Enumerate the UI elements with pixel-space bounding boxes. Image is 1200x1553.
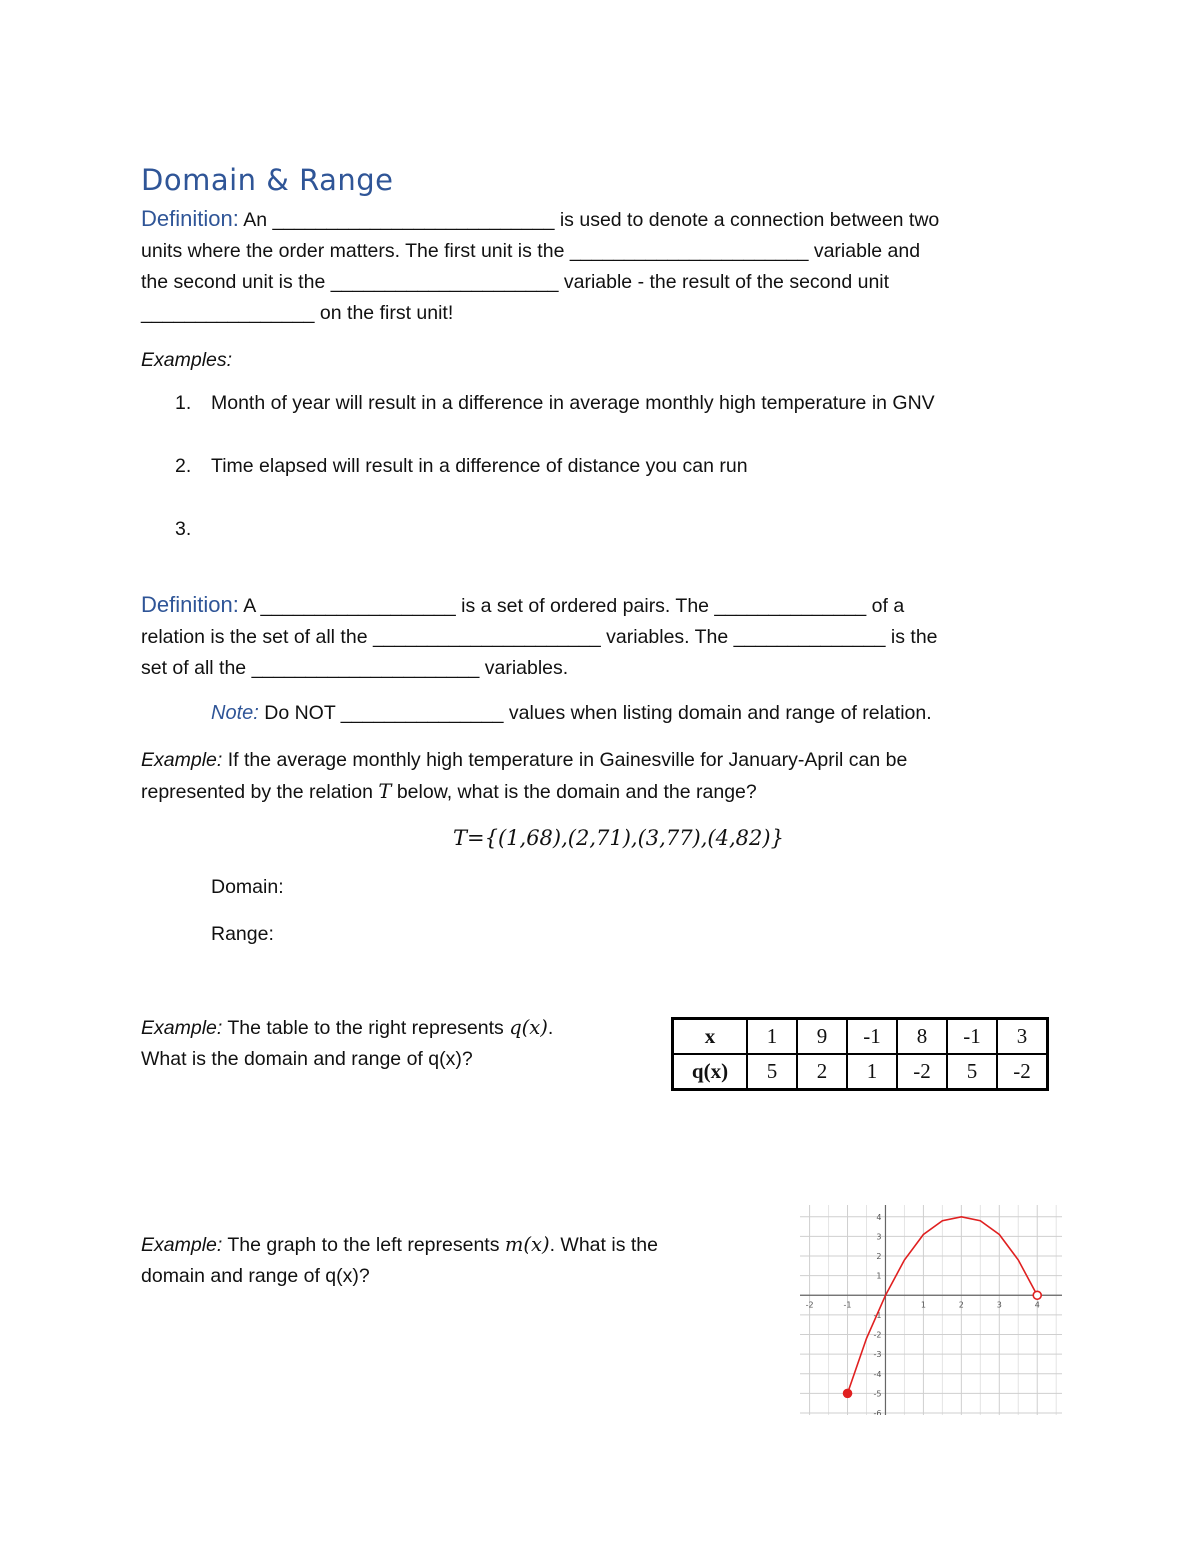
x-tick-label: -1	[843, 1300, 852, 1310]
definition-1	[141, 203, 939, 329]
y-tick-label: 4	[876, 1212, 882, 1222]
function-table	[671, 1017, 1049, 1091]
open-endpoint	[1033, 1291, 1041, 1299]
y-tick-label: 1	[876, 1271, 882, 1281]
definition-1-line-3: the second unit is the _____________________ variable - the result of the second unit	[141, 271, 890, 293]
x-tick-label: -2	[805, 1300, 814, 1310]
list-item: 3.	[175, 518, 192, 540]
definition-2	[141, 589, 938, 684]
table-cell: -2	[997, 1054, 1048, 1090]
page-title: Domain & Range	[141, 163, 394, 197]
y-tick-label: -6	[873, 1409, 882, 1415]
table-cell: -1	[847, 1019, 897, 1055]
table-cell: -1	[947, 1019, 997, 1055]
list-item: 1. Month of year will result in a difference in average monthly high temperature in GNV	[175, 392, 935, 414]
table-cell: 1	[847, 1054, 897, 1090]
function-graph	[800, 1205, 1062, 1415]
y-tick-label: -4	[873, 1369, 882, 1379]
y-tick-label: -2	[873, 1330, 882, 1340]
x-tick-label: 2	[958, 1300, 964, 1310]
table-row	[673, 1019, 1048, 1055]
table-row	[673, 1054, 1048, 1090]
y-tick-label: -3	[873, 1350, 882, 1360]
y-tick-label: 3	[876, 1232, 882, 1242]
table-cell: 5	[747, 1054, 797, 1090]
y-tick-label: -5	[873, 1389, 882, 1399]
examples-heading: Examples:	[141, 349, 233, 371]
note	[211, 698, 932, 729]
definition-2-line-1: A __________________ is a set of ordered pairs. The ______________ of a	[243, 595, 905, 617]
example-table-prompt: Example: The table to the right represents q(x). What is the domain and range of q(x)?	[141, 1016, 554, 1070]
definition-1-line-2: units where the order matters. The first unit is the ______________________ variable and	[141, 240, 921, 262]
table-cell: 1	[747, 1019, 797, 1055]
y-tick-label: -1	[873, 1310, 882, 1320]
example-graph-prompt: Example: The graph to the left represents m(x). What is the domain and range of q(x)?	[141, 1233, 658, 1287]
x-tick-label: 3	[996, 1300, 1002, 1310]
definition-1-line-1: An __________________________ is used to denote a connection between two	[243, 209, 940, 231]
definition-1-line-4: ________________ on the first unit!	[141, 302, 454, 324]
table-cell: q(x)	[673, 1054, 748, 1090]
definition-1-label: Definition:	[141, 206, 239, 231]
note-label: Note:	[211, 702, 259, 724]
table-cell: -2	[897, 1054, 947, 1090]
domain-label: Domain:	[211, 876, 284, 898]
table-cell: x	[673, 1019, 748, 1055]
table-cell: 8	[897, 1019, 947, 1055]
table-cell: 9	[797, 1019, 847, 1055]
definition-2-line-2: relation is the set of all the _____________________ variables. The ______________ is the	[141, 626, 938, 648]
y-tick-label: 2	[876, 1252, 882, 1262]
relation-equation: T={(1,68),(2,71),(3,77),(4,82)}	[453, 826, 784, 850]
definition-2-line-3: set of all the _____________________ variables.	[141, 657, 569, 679]
table-cell: 5	[947, 1054, 997, 1090]
range-label: Range:	[211, 923, 274, 945]
list-item: 2. Time elapsed will result in a difference of distance you can run	[175, 455, 748, 477]
x-tick-label: 1	[920, 1300, 926, 1310]
table-cell: 3	[997, 1019, 1048, 1055]
definition-2-label: Definition:	[141, 592, 239, 617]
closed-endpoint	[844, 1389, 852, 1397]
note-text: Do NOT _______________ values when listing domain and range of relation.	[264, 702, 932, 724]
example-label: Example:	[141, 749, 223, 771]
x-tick-label: 4	[1034, 1300, 1040, 1310]
example-relation: Example: If the average monthly high temperature in Gainesville for January-April can be represented by the relation T below, what is the domain and the range?	[141, 749, 908, 803]
table-cell: 2	[797, 1054, 847, 1090]
